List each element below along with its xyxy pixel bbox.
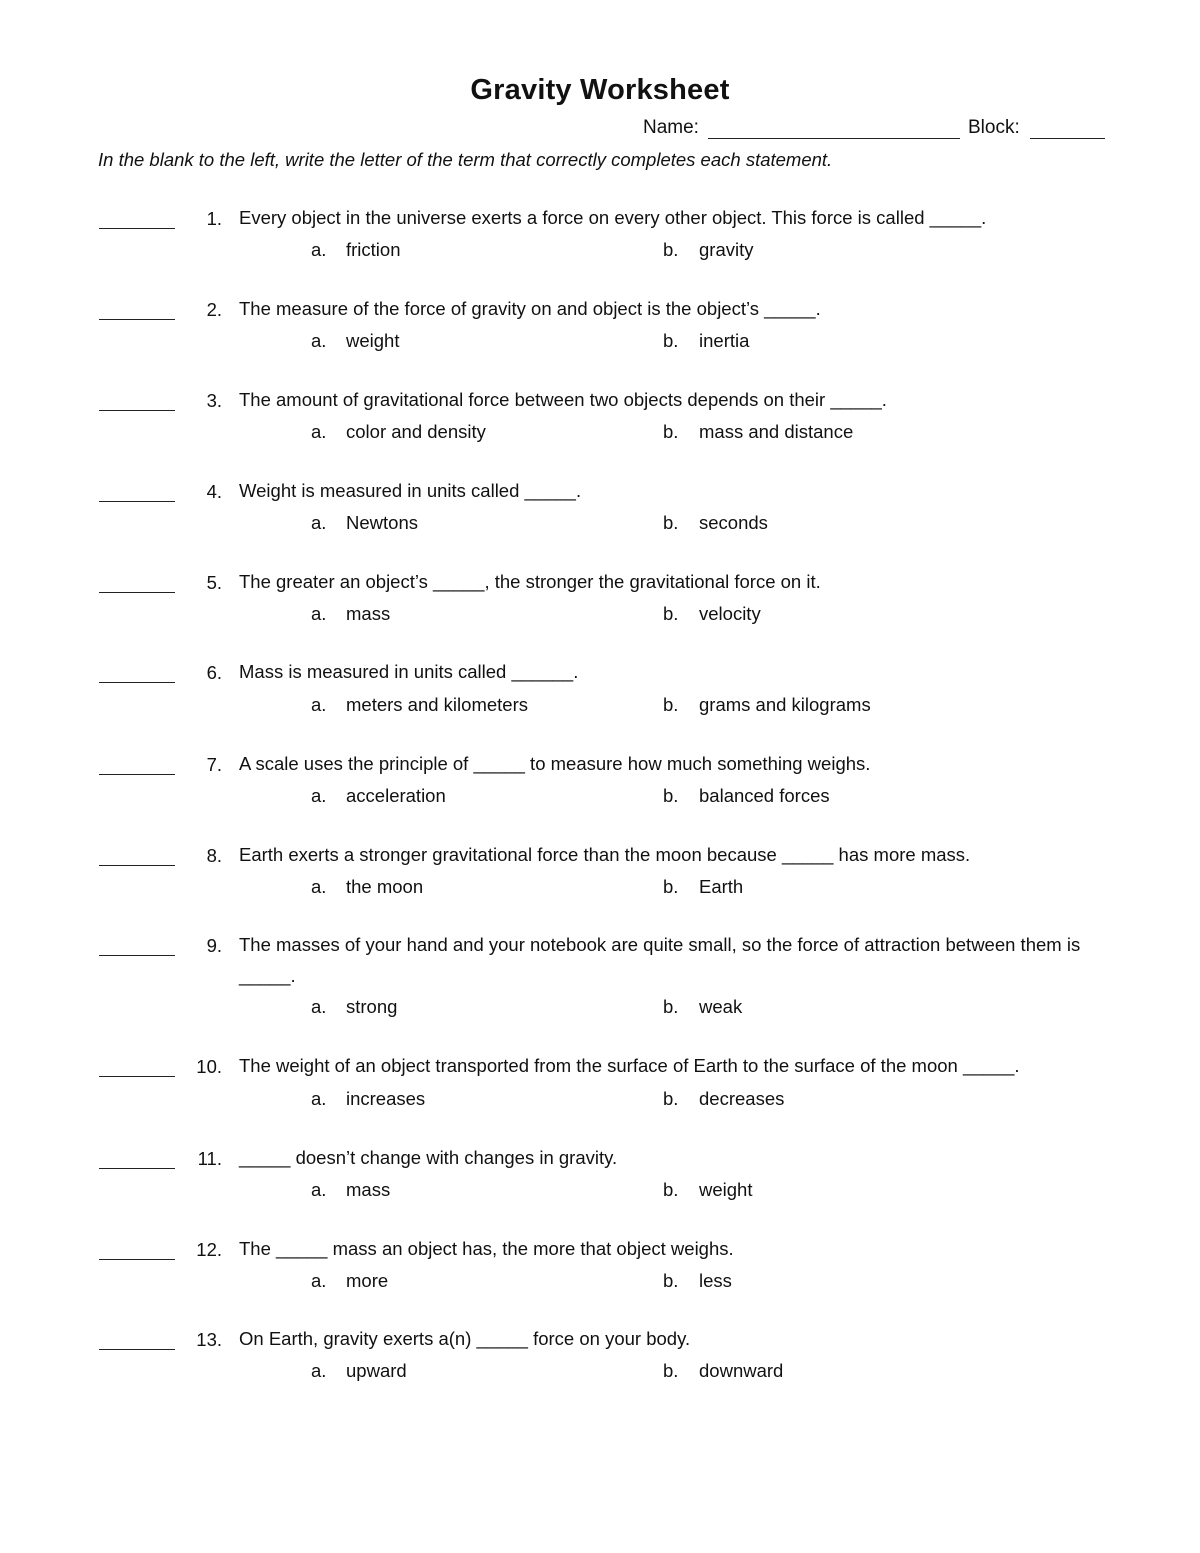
option-letter: a.: [311, 996, 327, 1017]
question-text: The weight of an object transported from the surface of Earth to the surface of the moon _____.: [239, 1055, 1020, 1076]
question-number: 7.: [206, 754, 222, 775]
option-letter: b.: [663, 330, 679, 351]
option-letter: a.: [311, 1270, 327, 1291]
name-label: Name:: [643, 117, 699, 138]
option-text: decreases: [699, 1088, 785, 1109]
option-text: acceleration: [346, 785, 446, 806]
question-number: 13.: [196, 1329, 222, 1350]
answer-blank[interactable]: [99, 319, 175, 320]
answer-blank[interactable]: [99, 682, 175, 683]
option-text: Newtons: [346, 512, 418, 533]
option-text: color and density: [346, 421, 486, 442]
option-text: balanced forces: [699, 785, 830, 806]
question-number: 5.: [206, 572, 222, 593]
option-text: weak: [699, 996, 743, 1017]
answer-blank[interactable]: [99, 592, 175, 593]
question-number: 9.: [206, 935, 222, 956]
option-text: mass: [346, 1179, 391, 1200]
option-text: the moon: [346, 876, 424, 897]
option-text: inertia: [699, 330, 750, 351]
answer-blank[interactable]: [99, 774, 175, 775]
option-text: mass and distance: [699, 421, 854, 442]
instructions: In the blank to the left, write the letter of the term that correctly completes each statement.: [98, 149, 833, 170]
option-text: Earth: [699, 876, 744, 897]
question-text: The masses of your hand and your notebook are quite small, so the force of attraction between them is _____.: [239, 934, 1081, 986]
option-letter: a.: [311, 421, 327, 442]
option-letter: a.: [311, 330, 327, 351]
name-blank[interactable]: [708, 138, 960, 139]
option-text: upward: [346, 1360, 407, 1381]
option-letter: a.: [311, 785, 327, 806]
option-text: increases: [346, 1088, 426, 1109]
option-text: friction: [346, 239, 401, 260]
option-letter: b.: [663, 512, 679, 533]
question-text: Mass is measured in units called ______.: [239, 661, 579, 682]
question-number: 4.: [206, 481, 222, 502]
answer-blank[interactable]: [99, 1076, 175, 1077]
option-letter: b.: [663, 694, 679, 715]
option-text: gravity: [699, 239, 754, 260]
option-letter: a.: [311, 1179, 327, 1200]
worksheet-title: Gravity Worksheet: [470, 74, 730, 106]
option-letter: a.: [311, 1360, 327, 1381]
student-info-line: [643, 117, 1105, 143]
question-text: _____ doesn’t change with changes in gravity.: [239, 1147, 618, 1168]
option-letter: b.: [663, 876, 679, 897]
option-letter: b.: [663, 421, 679, 442]
question-text: On Earth, gravity exerts a(n) _____ force on your body.: [239, 1328, 691, 1349]
question-text: The amount of gravitational force between two objects depends on their _____.: [239, 389, 887, 410]
option-letter: b.: [663, 996, 679, 1017]
question-number: 3.: [206, 390, 222, 411]
question-text: The _____ mass an object has, the more that object weighs.: [239, 1238, 734, 1259]
block-blank[interactable]: [1030, 138, 1105, 139]
option-text: less: [699, 1270, 732, 1291]
option-letter: a.: [311, 239, 327, 260]
question-text: The greater an object’s _____, the stronger the gravitational force on it.: [239, 571, 821, 592]
option-letter: a.: [311, 603, 327, 624]
question-number: 12.: [196, 1239, 222, 1260]
option-letter: b.: [663, 603, 679, 624]
option-text: strong: [346, 996, 398, 1017]
option-text: grams and kilograms: [699, 694, 871, 715]
question-number: 11.: [197, 1148, 222, 1169]
option-letter: a.: [311, 694, 327, 715]
question-text: Earth exerts a stronger gravitational force than the moon because _____ has more mass.: [239, 844, 971, 865]
option-text: meters and kilometers: [346, 694, 528, 715]
option-letter: a.: [311, 1088, 327, 1109]
question-number: 2.: [206, 299, 222, 320]
answer-blank[interactable]: [99, 1349, 175, 1350]
option-letter: b.: [663, 785, 679, 806]
question-number: 10.: [196, 1056, 222, 1077]
question-text: A scale uses the principle of _____ to measure how much something weighs.: [239, 753, 871, 774]
question-text: Weight is measured in units called _____.: [239, 480, 582, 501]
option-letter: b.: [663, 1088, 679, 1109]
answer-blank[interactable]: [99, 1168, 175, 1169]
answer-blank[interactable]: [99, 501, 175, 502]
question-number: 6.: [206, 662, 222, 683]
question-number: 8.: [206, 845, 222, 866]
option-letter: a.: [311, 512, 327, 533]
option-letter: b.: [663, 1360, 679, 1381]
option-text: mass: [346, 603, 391, 624]
option-letter: b.: [663, 1270, 679, 1291]
question-number: 1.: [206, 208, 222, 229]
option-letter: a.: [311, 876, 327, 897]
answer-blank[interactable]: [99, 410, 175, 411]
block-label: Block:: [968, 117, 1020, 138]
option-text: more: [346, 1270, 389, 1291]
option-letter: b.: [663, 1179, 679, 1200]
answer-blank[interactable]: [99, 228, 175, 229]
option-text: velocity: [699, 603, 761, 624]
answer-blank[interactable]: [99, 1259, 175, 1260]
option-text: weight: [699, 1179, 753, 1200]
answer-blank[interactable]: [99, 955, 175, 956]
option-letter: b.: [663, 239, 679, 260]
option-text: seconds: [699, 512, 768, 533]
option-text: weight: [346, 330, 400, 351]
question-text: The measure of the force of gravity on and object is the object’s _____.: [239, 298, 821, 319]
question-text: Every object in the universe exerts a force on every other object. This force is called _____.: [239, 207, 987, 228]
option-text: downward: [699, 1360, 784, 1381]
answer-blank[interactable]: [99, 865, 175, 866]
